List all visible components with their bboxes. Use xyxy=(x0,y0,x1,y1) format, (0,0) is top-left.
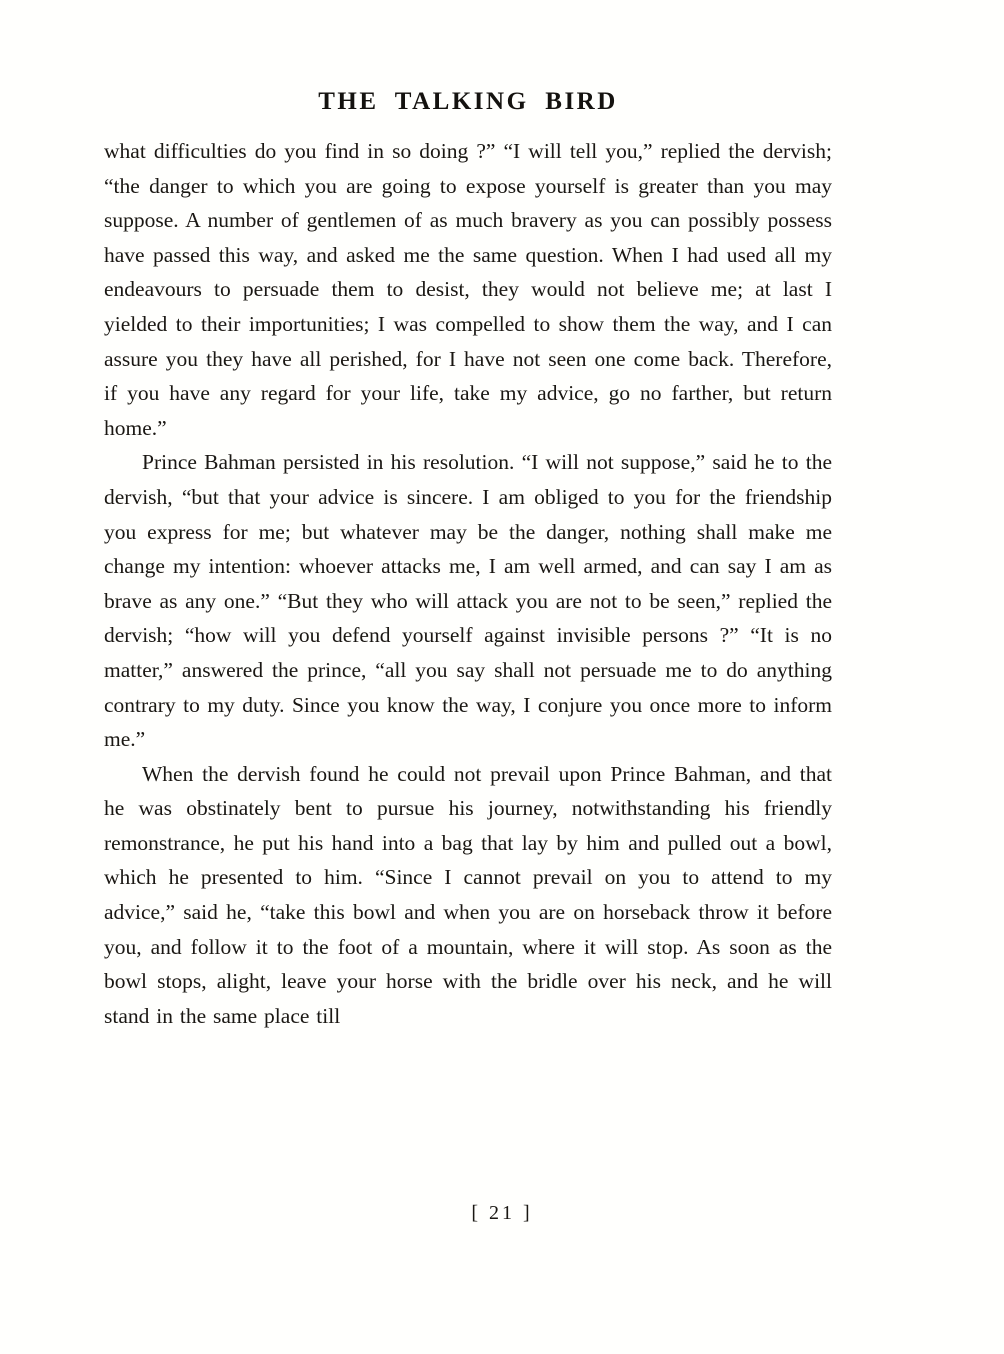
running-head-title: THE TALKING BIRD xyxy=(318,88,618,115)
page-number: [ 21 ] xyxy=(471,1202,533,1224)
paragraph: When the dervish found he could not prevail upon Prince Bahman, and that he was obstinately bent to pursue his journey, notwithstanding his friendly remonstrance, he put his hand into a bag that lay by him and pulled out a bowl, which he presented to him. “Since I cannot prevail on you to attend to my advice,” said he, “take this bowl and when you are on horseback throw it before you, and follow it to the foot of a mountain, where it will stop. As soon as the bowl stops, alight, leave your horse with the bridle over his neck, and he will stand in the same place till xyxy=(104,761,832,1028)
paragraph: Prince Bahman persisted in his resolution. “I will not suppose,” said he to the dervish, “but that your advice is sincere. I am obliged to you for the friendship you express for me; but whatever may be the danger, nothing shall make me change my intention: whoever attacks me, I am well armed, and can say I am as brave as any one.” “But they who will attack you are not to be seen,” replied the dervish; “how will you defend yourself against invisible persons ?” “It is no matter,” answered the prince, “all you say shall not persuade me to do anything contrary to my duty. Since you know the way, I conjure you once more to inform me.” xyxy=(104,450,832,752)
paragraph-continuation: what difficulties do you find in so doing ?” “I will tell you,” replied the dervish; “the danger to which you are going to expose yourself is greater than you may suppose. A number of gentlemen of as much bravery as you can possibly possess have passed this way, and asked me the same question. When I had used all my endeavours to persuade them to desist, they would not believe me; at last I yielded to their importunities; I was compelled to show them the way, and I can assure you they have all perished, for I have not seen one come back. Therefore, if you have any regard for your life, take my advice, go no farther, but return home.” xyxy=(104,139,832,440)
body-text xyxy=(104,134,832,1033)
text-block xyxy=(104,88,832,1033)
